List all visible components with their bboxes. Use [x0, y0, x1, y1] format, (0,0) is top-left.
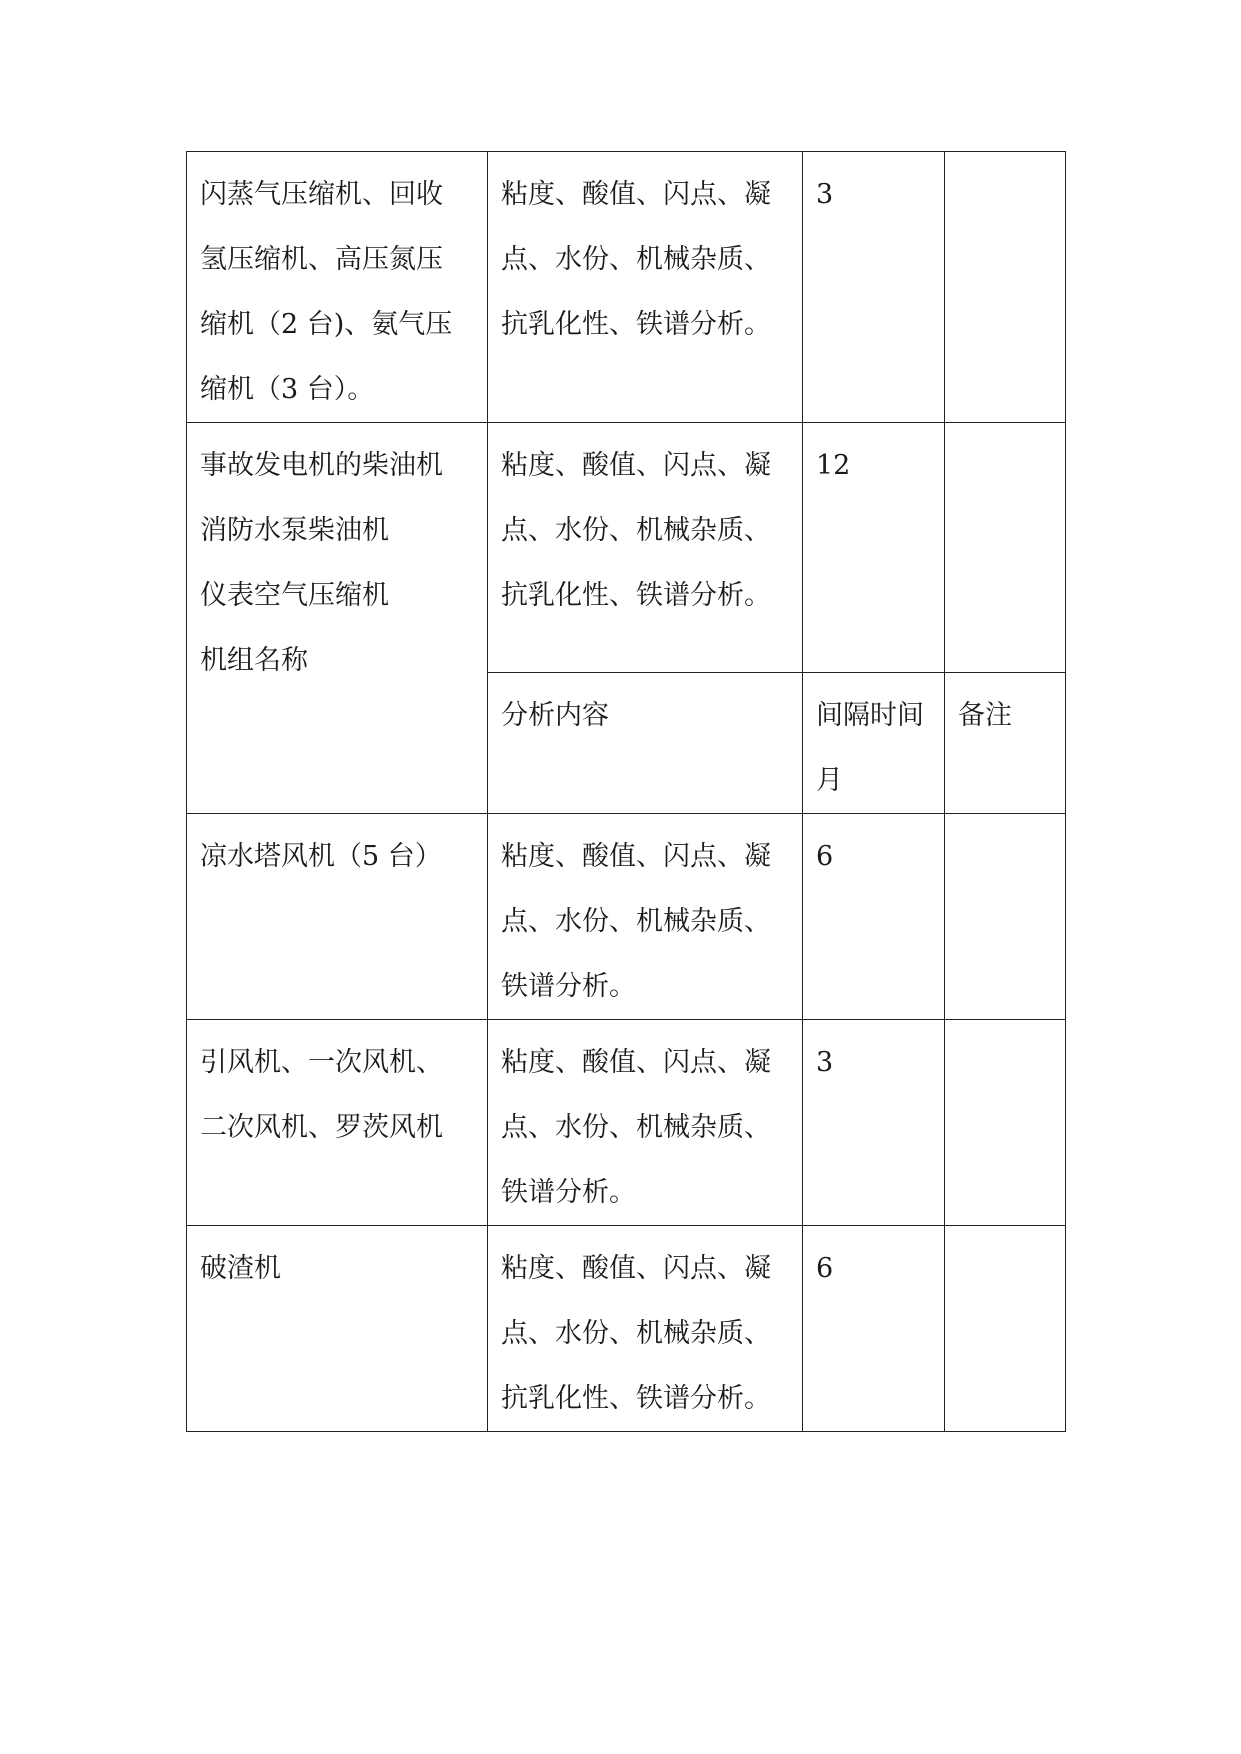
- analysis-line: 粘度、酸值、闪点、凝: [501, 841, 771, 872]
- note-cell: [945, 814, 1066, 1020]
- equipment-oil-analysis-table: [186, 151, 1066, 1432]
- analysis-line: 粘度、酸值、闪点、凝: [501, 179, 771, 210]
- interval-value: 6: [816, 841, 834, 872]
- unit-name-line: 破渣机: [200, 1253, 281, 1284]
- analysis-line: 铁谱分析。: [501, 971, 636, 1002]
- header-note-label: 备注: [958, 700, 1012, 731]
- interval-value: 3: [816, 179, 834, 210]
- analysis-line: 点、水份、机械杂质、: [501, 515, 771, 546]
- unit-name-line: 缩机（2 台)、氨气压: [200, 309, 453, 340]
- header-analysis-cell: [488, 673, 803, 814]
- interval-value: 3: [816, 1047, 834, 1078]
- unit-name-line: 缩机（3 台）。: [200, 374, 375, 405]
- analysis-cell: [488, 423, 803, 673]
- analysis-cell: [488, 814, 803, 1020]
- analysis-line: 粘度、酸值、闪点、凝: [501, 1047, 771, 1078]
- analysis-line: 铁谱分析。: [501, 1177, 636, 1208]
- unit-name-line: 仪表空气压缩机: [200, 580, 389, 611]
- unit-name-line: 事故发电机的柴油机: [200, 450, 443, 481]
- unit-name-line: 闪蒸气压缩机、回收: [200, 179, 443, 210]
- table-row: [187, 423, 1066, 673]
- analysis-line: 点、水份、机械杂质、: [501, 244, 771, 275]
- unit-name-line: 引风机、一次风机、: [200, 1047, 443, 1078]
- note-cell: [945, 1020, 1066, 1226]
- analysis-line: 抗乳化性、铁谱分析。: [501, 580, 771, 611]
- note-cell: [945, 152, 1066, 423]
- analysis-line: 点、水份、机械杂质、: [501, 1318, 771, 1349]
- unit-name-line: 凉水塔风机（5 台）: [200, 841, 442, 872]
- analysis-cell: [488, 1020, 803, 1226]
- table-row: [187, 1020, 1066, 1226]
- analysis-line: 点、水份、机械杂质、: [501, 906, 771, 937]
- analysis-line: 粘度、酸值、闪点、凝: [501, 1253, 771, 1284]
- analysis-cell: [488, 1226, 803, 1432]
- note-cell: [945, 1226, 1066, 1432]
- unit-name-cell: [187, 1020, 488, 1226]
- unit-name-cell: [187, 423, 488, 814]
- header-interval-line: 间隔时间: [816, 700, 924, 731]
- header-interval-line: 月: [816, 765, 843, 796]
- table-row: [187, 1226, 1066, 1432]
- interval-cell: [803, 423, 945, 673]
- interval-cell: [803, 814, 945, 1020]
- unit-name-line: 氢压缩机、高压氮压: [200, 244, 443, 275]
- interval-value: 12: [816, 450, 851, 481]
- header-interval-cell: [803, 673, 945, 814]
- unit-name-line: 消防水泵柴油机: [200, 515, 389, 546]
- analysis-cell: [488, 152, 803, 423]
- note-cell: [945, 423, 1066, 673]
- unit-name-cell: [187, 814, 488, 1020]
- analysis-line: 抗乳化性、铁谱分析。: [501, 1383, 771, 1414]
- interval-value: 6: [816, 1253, 834, 1284]
- unit-name-line: 机组名称: [200, 645, 308, 676]
- unit-name-cell: [187, 1226, 488, 1432]
- analysis-line: 抗乳化性、铁谱分析。: [501, 309, 771, 340]
- interval-cell: [803, 152, 945, 423]
- header-note-cell: [945, 673, 1066, 814]
- header-analysis-label: 分析内容: [501, 700, 609, 731]
- analysis-line: 粘度、酸值、闪点、凝: [501, 450, 771, 481]
- table-row: [187, 152, 1066, 423]
- unit-name-cell: [187, 152, 488, 423]
- analysis-line: 点、水份、机械杂质、: [501, 1112, 771, 1143]
- table-row: [187, 814, 1066, 1020]
- interval-cell: [803, 1226, 945, 1432]
- interval-cell: [803, 1020, 945, 1226]
- unit-name-line: 二次风机、罗茨风机: [200, 1112, 443, 1143]
